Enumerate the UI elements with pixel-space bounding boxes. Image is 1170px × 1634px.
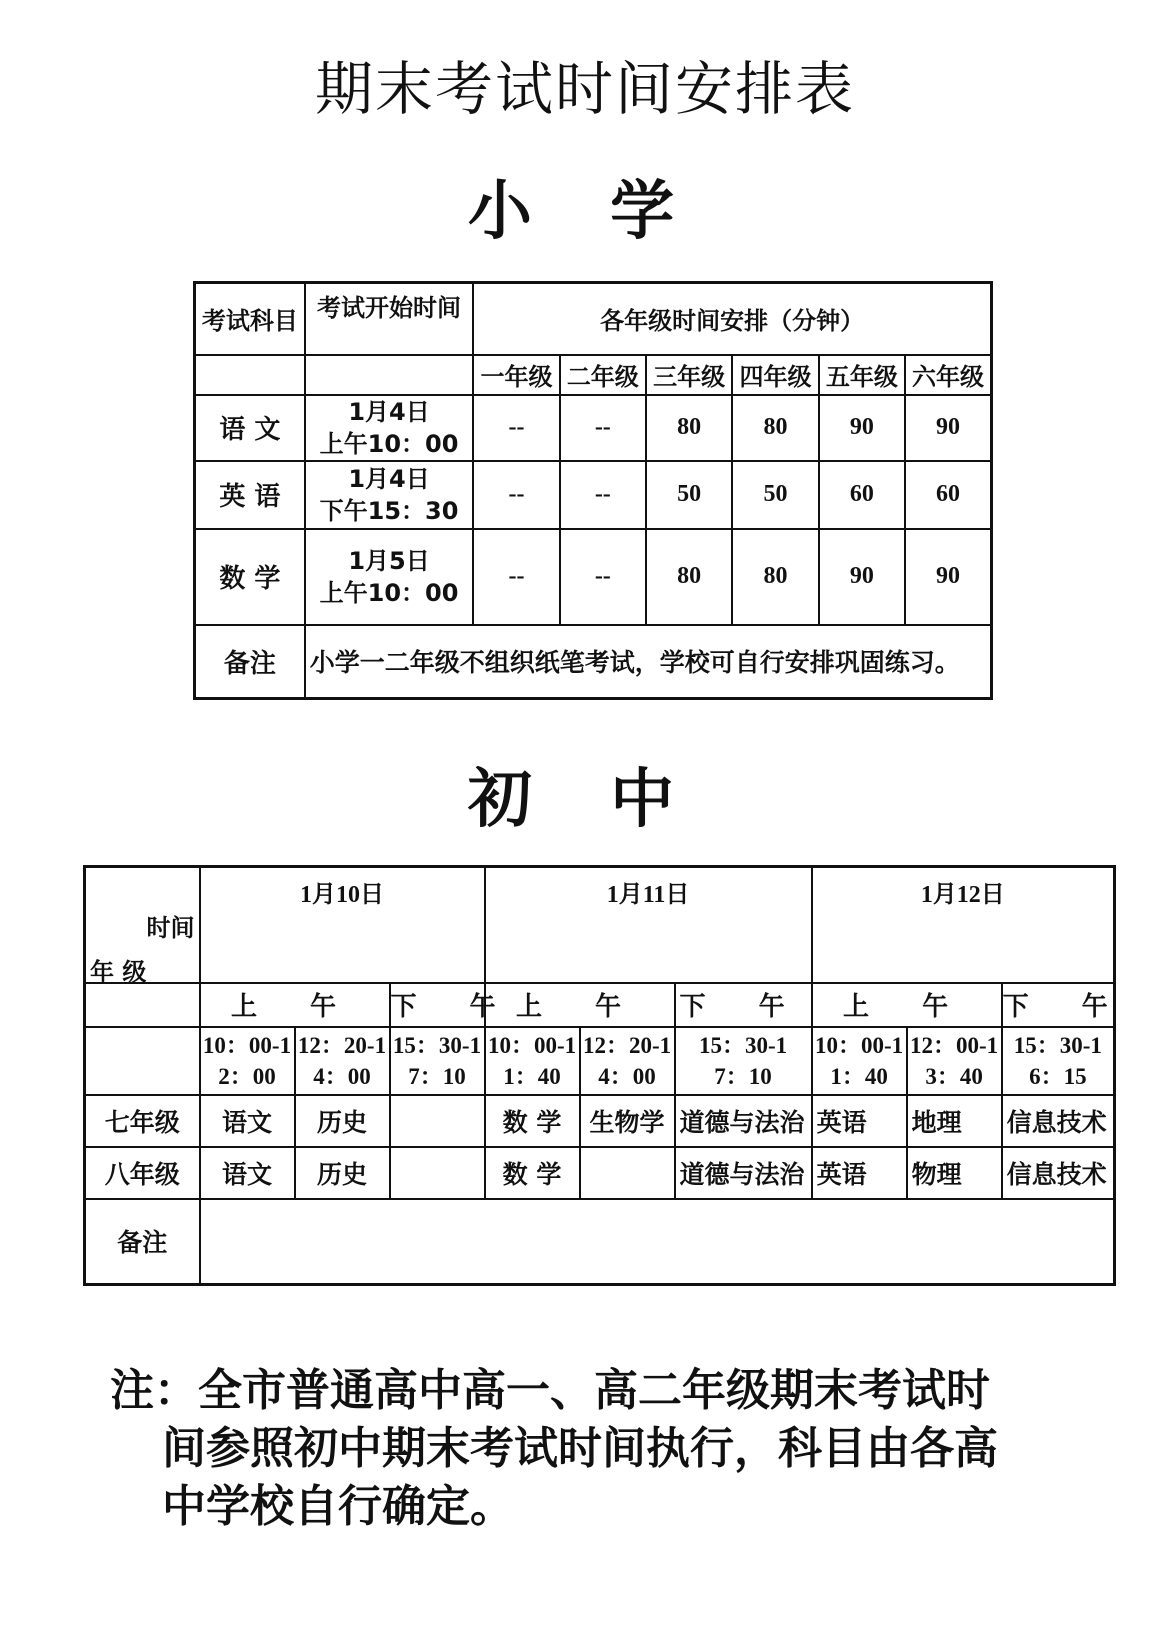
duration-cell: 90 — [819, 529, 905, 625]
middle-schedule-table — [83, 865, 1130, 1286]
exam-date: 1月4日 — [348, 397, 430, 426]
grade-header: 六年级 — [905, 355, 991, 395]
subject-cell: 道德与法治 — [675, 1147, 812, 1199]
note-text: 小学一二年级不组织纸笔考试，学校可自行安排巩固练习。 — [305, 625, 992, 699]
table-row — [195, 461, 992, 529]
duration-cell: -- — [473, 529, 559, 625]
subject-cell: 语文 — [200, 1095, 295, 1147]
date-header: 1月11日 — [485, 867, 812, 983]
subject-cell: 语文 — [200, 1147, 295, 1199]
subject-cell — [580, 1147, 675, 1199]
duration-cell: -- — [560, 529, 646, 625]
table-row — [85, 1095, 1115, 1147]
time-slot: 10：00-12：00 — [200, 1027, 295, 1095]
empty-cell — [305, 355, 474, 395]
period-header: 下 午 — [675, 983, 812, 1027]
exam-time: 上午10：00 — [319, 578, 459, 607]
duration-cell: -- — [560, 395, 646, 461]
subject-cell: 历史 — [295, 1147, 390, 1199]
period-header: 下 午 — [390, 983, 485, 1027]
duration-cell: -- — [473, 461, 559, 529]
date-header: 1月10日 — [200, 867, 485, 983]
header-grades-group: 各年级时间安排（分钟） — [473, 283, 991, 355]
exam-date: 1月4日 — [348, 464, 430, 493]
note-row — [85, 1199, 1115, 1285]
subject-cell: 数 学 — [485, 1095, 580, 1147]
subject-cell: 数 学 — [195, 529, 305, 625]
footnote-line: 中学校自行确定。 — [162, 1481, 514, 1532]
duration-cell: 90 — [905, 529, 991, 625]
start-time-cell — [305, 395, 474, 461]
time-slot: 10：00-11：40 — [812, 1027, 907, 1095]
note-label: 备注 — [195, 625, 305, 699]
grade-label: 七年级 — [85, 1095, 200, 1147]
period-header: 上 午 — [812, 983, 1002, 1027]
subject-cell: 英语 — [812, 1095, 907, 1147]
subject-cell — [390, 1095, 485, 1147]
grade-header: 二年级 — [560, 355, 646, 395]
middle-section-title: 初 中 — [467, 763, 703, 837]
table-row — [195, 395, 992, 461]
exam-time: 下午15：30 — [319, 496, 459, 525]
grade-label: 八年级 — [85, 1147, 200, 1199]
grade-header: 三年级 — [646, 355, 732, 395]
grade-header: 五年级 — [819, 355, 905, 395]
subject-cell: 英语 — [812, 1147, 907, 1199]
duration-cell: 60 — [819, 461, 905, 529]
grade-header: 一年级 — [473, 355, 559, 395]
exam-date: 1月5日 — [348, 546, 430, 575]
period-header: 下 午 — [1002, 983, 1115, 1027]
document-title: 期末考试时间安排表 — [314, 55, 855, 123]
table-row — [195, 529, 992, 625]
primary-schedule-table — [193, 281, 993, 700]
note-text — [200, 1199, 1115, 1285]
time-slot: 12：00-13：40 — [907, 1027, 1002, 1095]
time-slot: 15：30-17：10 — [390, 1027, 485, 1095]
subject-cell: 历史 — [295, 1095, 390, 1147]
exam-time: 上午10：00 — [319, 429, 459, 458]
duration-cell: 80 — [732, 395, 818, 461]
primary-section-title: 小 学 — [467, 175, 703, 249]
subject-cell: 物理 — [907, 1147, 1002, 1199]
time-slot: 12：20-14：00 — [580, 1027, 675, 1095]
grade-header: 四年级 — [732, 355, 818, 395]
footnote — [110, 1362, 1090, 1536]
empty-cell — [85, 983, 200, 1027]
date-header: 1月12日 — [812, 867, 1115, 983]
subject-cell — [390, 1147, 485, 1199]
corner-grade-label: 年 级 — [90, 958, 147, 986]
duration-cell: 80 — [732, 529, 818, 625]
corner-cell — [85, 867, 200, 986]
footnote-line: 间参照初中期末考试时间执行，科目由各高 — [162, 1423, 998, 1474]
header-start-time: 考试开始时间 — [305, 283, 474, 355]
subject-cell: 地理 — [907, 1095, 1002, 1147]
duration-cell: 50 — [646, 461, 732, 529]
start-time-cell — [305, 529, 474, 625]
subject-cell: 语 文 — [195, 395, 305, 461]
time-slot: 15：30-16：15 — [1002, 1027, 1115, 1095]
note-row — [195, 625, 992, 699]
table-row — [85, 1147, 1115, 1199]
note-label: 备注 — [85, 1199, 200, 1285]
time-slot: 15：30-17：10 — [675, 1027, 812, 1095]
time-slot: 10：00-11：40 — [485, 1027, 580, 1095]
duration-cell: 50 — [732, 461, 818, 529]
corner-time-label: 时间 — [146, 914, 195, 942]
header-subject: 考试科目 — [195, 283, 305, 355]
subject-cell: 信息技术 — [1002, 1147, 1115, 1199]
period-header: 上 午 — [485, 983, 675, 1027]
start-time-cell — [305, 461, 474, 529]
empty-cell — [195, 355, 305, 395]
period-header: 上 午 — [200, 983, 390, 1027]
empty-cell — [85, 1027, 200, 1095]
duration-cell: 60 — [905, 461, 991, 529]
footnote-line: 注：全市普通高中高一、高二年级期末考试时 — [110, 1365, 990, 1416]
subject-cell: 生物学 — [580, 1095, 675, 1147]
duration-cell: -- — [560, 461, 646, 529]
subject-cell: 英 语 — [195, 461, 305, 529]
duration-cell: 80 — [646, 395, 732, 461]
duration-cell: 80 — [646, 529, 732, 625]
duration-cell: 90 — [819, 395, 905, 461]
subject-cell: 数 学 — [485, 1147, 580, 1199]
subject-cell: 信息技术 — [1002, 1095, 1115, 1147]
time-slot: 12：20-14：00 — [295, 1027, 390, 1095]
duration-cell: 90 — [905, 395, 991, 461]
duration-cell: -- — [473, 395, 559, 461]
subject-cell: 道德与法治 — [675, 1095, 812, 1147]
